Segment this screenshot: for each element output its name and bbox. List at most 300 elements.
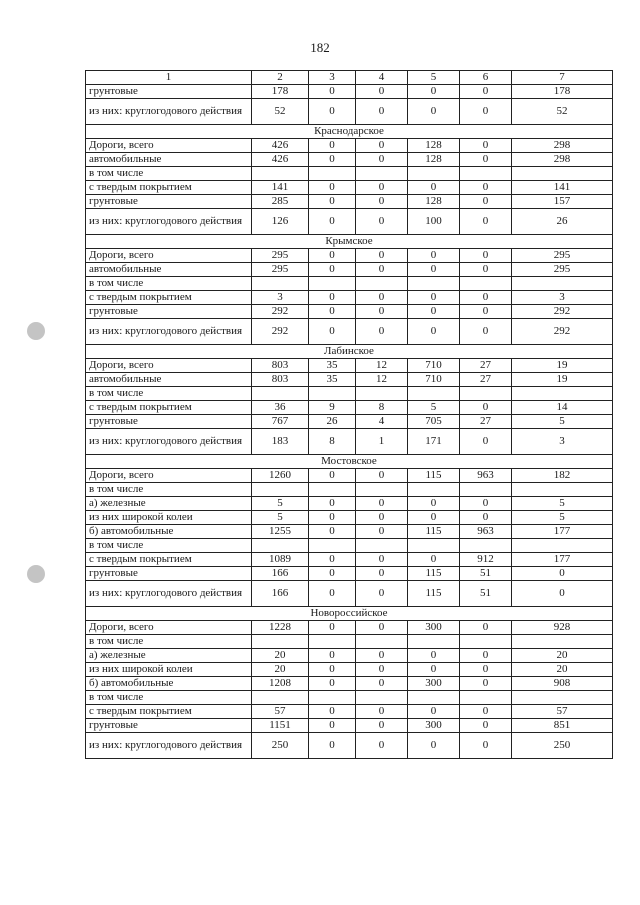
value-cell: 20 (512, 663, 613, 677)
value-cell: 0 (460, 429, 512, 455)
value-cell: 19 (512, 373, 613, 387)
value-cell: 126 (252, 209, 309, 235)
value-cell: 0 (460, 249, 512, 263)
value-cell: 4 (356, 415, 408, 429)
value-cell: 1208 (252, 677, 309, 691)
table-row (86, 635, 613, 649)
value-cell (512, 635, 613, 649)
value-cell: 0 (309, 291, 356, 305)
value-cell: 705 (408, 415, 460, 429)
row-label: грунтовые (86, 305, 252, 319)
roads-table (85, 70, 613, 759)
region-header-row (86, 125, 613, 139)
value-cell (408, 635, 460, 649)
value-cell: 0 (356, 553, 408, 567)
value-cell (460, 167, 512, 181)
value-cell: 298 (512, 139, 613, 153)
value-cell (460, 539, 512, 553)
value-cell: 0 (408, 663, 460, 677)
value-cell: 0 (309, 153, 356, 167)
value-cell: 20 (252, 663, 309, 677)
table-row (86, 359, 613, 373)
value-cell: 0 (460, 291, 512, 305)
value-cell: 0 (309, 621, 356, 635)
value-cell: 0 (356, 181, 408, 195)
table-row (86, 511, 613, 525)
value-cell: 5 (252, 511, 309, 525)
value-cell: 0 (309, 195, 356, 209)
value-cell (356, 167, 408, 181)
value-cell: 171 (408, 429, 460, 455)
value-cell: 0 (408, 733, 460, 759)
value-cell (408, 167, 460, 181)
value-cell (252, 387, 309, 401)
value-cell: 5 (512, 511, 613, 525)
value-cell: 292 (252, 305, 309, 319)
table-row (86, 139, 613, 153)
table-row (86, 733, 613, 759)
value-cell (460, 387, 512, 401)
value-cell: 51 (460, 581, 512, 607)
value-cell: 0 (460, 319, 512, 345)
value-cell: 0 (356, 567, 408, 581)
table-row (86, 719, 613, 733)
value-cell: 0 (309, 305, 356, 319)
row-label: с твердым покрытием (86, 401, 252, 415)
value-cell: 0 (460, 705, 512, 719)
value-cell: 1 (356, 429, 408, 455)
value-cell: 20 (512, 649, 613, 663)
region-header-row (86, 607, 613, 621)
row-label: Дороги, всего (86, 469, 252, 483)
value-cell: 0 (356, 263, 408, 277)
value-cell: 0 (460, 139, 512, 153)
value-cell: 0 (356, 319, 408, 345)
value-cell: 426 (252, 139, 309, 153)
row-label: б) автомобильные (86, 525, 252, 539)
row-label: в том числе (86, 167, 252, 181)
region-name: Лабинское (86, 345, 613, 359)
value-cell: 57 (512, 705, 613, 719)
value-cell (356, 539, 408, 553)
value-cell: 803 (252, 359, 309, 373)
table-row (86, 99, 613, 125)
value-cell: 295 (512, 263, 613, 277)
value-cell: 0 (356, 139, 408, 153)
value-cell: 128 (408, 139, 460, 153)
value-cell: 9 (309, 401, 356, 415)
table-row (86, 539, 613, 553)
value-cell: 298 (512, 153, 613, 167)
value-cell: 0 (460, 719, 512, 733)
value-cell: 128 (408, 195, 460, 209)
value-cell: 183 (252, 429, 309, 455)
value-cell (460, 277, 512, 291)
value-cell: 27 (460, 373, 512, 387)
value-cell: 3 (252, 291, 309, 305)
table-row (86, 387, 613, 401)
value-cell (408, 277, 460, 291)
value-cell: 0 (408, 263, 460, 277)
value-cell (309, 483, 356, 497)
value-cell (356, 483, 408, 497)
value-cell: 0 (408, 85, 460, 99)
table-row (86, 691, 613, 705)
table-row (86, 401, 613, 415)
value-cell: 0 (408, 319, 460, 345)
value-cell (356, 635, 408, 649)
value-cell (512, 277, 613, 291)
value-cell: 115 (408, 469, 460, 483)
region-name: Новороссийское (86, 607, 613, 621)
value-cell: 5 (252, 497, 309, 511)
value-cell: 0 (309, 649, 356, 663)
value-cell: 0 (309, 553, 356, 567)
value-cell: 0 (460, 181, 512, 195)
value-cell (408, 539, 460, 553)
region-name: Крымское (86, 235, 613, 249)
row-label: грунтовые (86, 195, 252, 209)
value-cell: 295 (252, 263, 309, 277)
table-row (86, 153, 613, 167)
value-cell: 0 (309, 469, 356, 483)
value-cell: 35 (309, 373, 356, 387)
row-label: из них: круглогодового действия (86, 429, 252, 455)
value-cell: 57 (252, 705, 309, 719)
value-cell: 0 (408, 705, 460, 719)
value-cell: 250 (512, 733, 613, 759)
value-cell (408, 691, 460, 705)
value-cell (252, 691, 309, 705)
value-cell: 0 (356, 581, 408, 607)
value-cell: 1151 (252, 719, 309, 733)
value-cell: 710 (408, 373, 460, 387)
value-cell: 250 (252, 733, 309, 759)
value-cell: 52 (512, 99, 613, 125)
value-cell: 0 (356, 195, 408, 209)
value-cell: 27 (460, 359, 512, 373)
table-row (86, 553, 613, 567)
value-cell: 908 (512, 677, 613, 691)
value-cell (309, 277, 356, 291)
table-row (86, 291, 613, 305)
value-cell: 0 (309, 733, 356, 759)
row-label: а) железные (86, 649, 252, 663)
value-cell: 0 (356, 511, 408, 525)
value-cell: 115 (408, 525, 460, 539)
row-label: из них широкой колеи (86, 663, 252, 677)
value-cell: 166 (252, 567, 309, 581)
table-row (86, 167, 613, 181)
value-cell: 0 (356, 209, 408, 235)
value-cell: 0 (408, 181, 460, 195)
value-cell: 0 (309, 581, 356, 607)
table-row (86, 677, 613, 691)
row-label: из них: круглогодового действия (86, 319, 252, 345)
value-cell: 115 (408, 581, 460, 607)
value-cell: 157 (512, 195, 613, 209)
row-label: из них: круглогодового действия (86, 99, 252, 125)
value-cell: 8 (309, 429, 356, 455)
row-label: из них широкой колеи (86, 511, 252, 525)
value-cell: 8 (356, 401, 408, 415)
value-cell: 767 (252, 415, 309, 429)
value-cell: 0 (309, 99, 356, 125)
value-cell: 0 (356, 469, 408, 483)
value-cell: 0 (512, 567, 613, 581)
value-cell: 292 (512, 319, 613, 345)
value-cell: 0 (356, 677, 408, 691)
value-cell: 710 (408, 359, 460, 373)
value-cell: 851 (512, 719, 613, 733)
table-row (86, 195, 613, 209)
row-label: автомобильные (86, 263, 252, 277)
value-cell (512, 691, 613, 705)
row-label: Дороги, всего (86, 621, 252, 635)
binder-hole-bottom (27, 565, 45, 583)
value-cell: 0 (460, 305, 512, 319)
header-cell: 5 (408, 71, 460, 85)
row-label: в том числе (86, 635, 252, 649)
value-cell: 35 (309, 359, 356, 373)
value-cell (356, 277, 408, 291)
row-label: с твердым покрытием (86, 291, 252, 305)
value-cell: 26 (309, 415, 356, 429)
value-cell: 0 (460, 401, 512, 415)
table-row (86, 663, 613, 677)
page-number: 182 (310, 40, 330, 55)
value-cell: 0 (309, 139, 356, 153)
region-name: Краснодарское (86, 125, 613, 139)
row-label: Дороги, всего (86, 249, 252, 263)
value-cell: 0 (309, 705, 356, 719)
value-cell: 5 (512, 415, 613, 429)
value-cell: 0 (309, 85, 356, 99)
value-cell: 0 (460, 209, 512, 235)
value-cell (252, 167, 309, 181)
value-cell: 0 (309, 677, 356, 691)
table-row (86, 705, 613, 719)
value-cell: 0 (356, 719, 408, 733)
value-cell: 0 (408, 649, 460, 663)
value-cell: 14 (512, 401, 613, 415)
value-cell (460, 635, 512, 649)
row-label: грунтовые (86, 567, 252, 581)
row-label: с твердым покрытием (86, 705, 252, 719)
region-header-row (86, 235, 613, 249)
value-cell: 295 (252, 249, 309, 263)
value-cell: 0 (460, 497, 512, 511)
row-label: с твердым покрытием (86, 181, 252, 195)
value-cell: 178 (252, 85, 309, 99)
table-row (86, 181, 613, 195)
value-cell: 1255 (252, 525, 309, 539)
value-cell (252, 277, 309, 291)
value-cell (252, 483, 309, 497)
value-cell: 0 (460, 263, 512, 277)
value-cell: 0 (356, 733, 408, 759)
value-cell: 0 (408, 99, 460, 125)
value-cell: 0 (460, 153, 512, 167)
value-cell: 52 (252, 99, 309, 125)
binder-hole-top (27, 322, 45, 340)
value-cell: 0 (356, 621, 408, 635)
value-cell: 0 (408, 511, 460, 525)
value-cell (512, 167, 613, 181)
value-cell: 1260 (252, 469, 309, 483)
value-cell: 141 (252, 181, 309, 195)
value-cell: 0 (460, 733, 512, 759)
value-cell: 803 (252, 373, 309, 387)
value-cell: 20 (252, 649, 309, 663)
value-cell: 3 (512, 291, 613, 305)
row-label: автомобильные (86, 373, 252, 387)
header-cell: 1 (86, 71, 252, 85)
value-cell: 0 (309, 319, 356, 345)
table-row (86, 621, 613, 635)
table-row (86, 277, 613, 291)
value-cell (408, 387, 460, 401)
value-cell: 27 (460, 415, 512, 429)
region-name: Мостовское (86, 455, 613, 469)
value-cell (512, 483, 613, 497)
row-label: в том числе (86, 691, 252, 705)
value-cell: 0 (309, 249, 356, 263)
value-cell: 0 (460, 195, 512, 209)
value-cell: 5 (512, 497, 613, 511)
region-header-row (86, 455, 613, 469)
value-cell (460, 691, 512, 705)
value-cell: 0 (356, 649, 408, 663)
value-cell: 0 (356, 99, 408, 125)
value-cell: 0 (309, 511, 356, 525)
header-cell: 7 (512, 71, 613, 85)
value-cell (252, 539, 309, 553)
row-label: из них: круглогодового действия (86, 733, 252, 759)
row-label: в том числе (86, 483, 252, 497)
value-cell: 0 (309, 497, 356, 511)
table-body (86, 71, 613, 759)
value-cell: 295 (512, 249, 613, 263)
row-label: из них: круглогодового действия (86, 581, 252, 607)
value-cell: 0 (408, 305, 460, 319)
value-cell: 141 (512, 181, 613, 195)
row-label: в том числе (86, 539, 252, 553)
value-cell: 292 (512, 305, 613, 319)
value-cell: 0 (460, 511, 512, 525)
value-cell (309, 167, 356, 181)
header-cell: 2 (252, 71, 309, 85)
value-cell: 0 (408, 497, 460, 511)
value-cell: 0 (408, 249, 460, 263)
table-row (86, 263, 613, 277)
value-cell: 0 (356, 525, 408, 539)
table-row (86, 429, 613, 455)
value-cell: 0 (309, 181, 356, 195)
row-label: в том числе (86, 277, 252, 291)
value-cell: 426 (252, 153, 309, 167)
table-row (86, 497, 613, 511)
value-cell: 0 (309, 263, 356, 277)
value-cell: 0 (356, 249, 408, 263)
region-header-row (86, 345, 613, 359)
table-row (86, 483, 613, 497)
value-cell: 3 (512, 429, 613, 455)
row-label: грунтовые (86, 415, 252, 429)
value-cell: 0 (356, 497, 408, 511)
value-cell (309, 691, 356, 705)
value-cell: 963 (460, 469, 512, 483)
value-cell: 26 (512, 209, 613, 235)
value-cell: 292 (252, 319, 309, 345)
value-cell (309, 539, 356, 553)
table-row (86, 581, 613, 607)
value-cell: 0 (309, 663, 356, 677)
value-cell: 0 (356, 85, 408, 99)
value-cell: 0 (460, 677, 512, 691)
value-cell (512, 539, 613, 553)
row-label: из них: круглогодового действия (86, 209, 252, 235)
table-row (86, 85, 613, 99)
value-cell: 0 (356, 291, 408, 305)
value-cell: 0 (408, 291, 460, 305)
value-cell: 1089 (252, 553, 309, 567)
value-cell: 928 (512, 621, 613, 635)
value-cell: 166 (252, 581, 309, 607)
value-cell: 178 (512, 85, 613, 99)
value-cell: 0 (460, 99, 512, 125)
table-row (86, 469, 613, 483)
value-cell: 100 (408, 209, 460, 235)
row-label: в том числе (86, 387, 252, 401)
value-cell (512, 387, 613, 401)
value-cell: 177 (512, 525, 613, 539)
row-label: с твердым покрытием (86, 553, 252, 567)
value-cell: 1228 (252, 621, 309, 635)
row-label: грунтовые (86, 85, 252, 99)
value-cell: 36 (252, 401, 309, 415)
table-row (86, 319, 613, 345)
table-row (86, 525, 613, 539)
value-cell (252, 635, 309, 649)
row-label: а) железные (86, 497, 252, 511)
value-cell: 285 (252, 195, 309, 209)
value-cell: 0 (408, 553, 460, 567)
value-cell (460, 483, 512, 497)
row-label: автомобильные (86, 153, 252, 167)
value-cell: 19 (512, 359, 613, 373)
row-label: грунтовые (86, 719, 252, 733)
table-row (86, 373, 613, 387)
table-row (86, 305, 613, 319)
value-cell (408, 483, 460, 497)
value-cell: 0 (309, 209, 356, 235)
row-label: б) автомобильные (86, 677, 252, 691)
value-cell: 0 (356, 663, 408, 677)
value-cell: 0 (309, 719, 356, 733)
value-cell (356, 387, 408, 401)
table-row (86, 567, 613, 581)
value-cell: 300 (408, 719, 460, 733)
value-cell: 0 (309, 567, 356, 581)
value-cell: 115 (408, 567, 460, 581)
table-row (86, 649, 613, 663)
value-cell: 0 (356, 305, 408, 319)
value-cell: 51 (460, 567, 512, 581)
table-row (86, 209, 613, 235)
value-cell: 0 (356, 153, 408, 167)
value-cell: 12 (356, 373, 408, 387)
